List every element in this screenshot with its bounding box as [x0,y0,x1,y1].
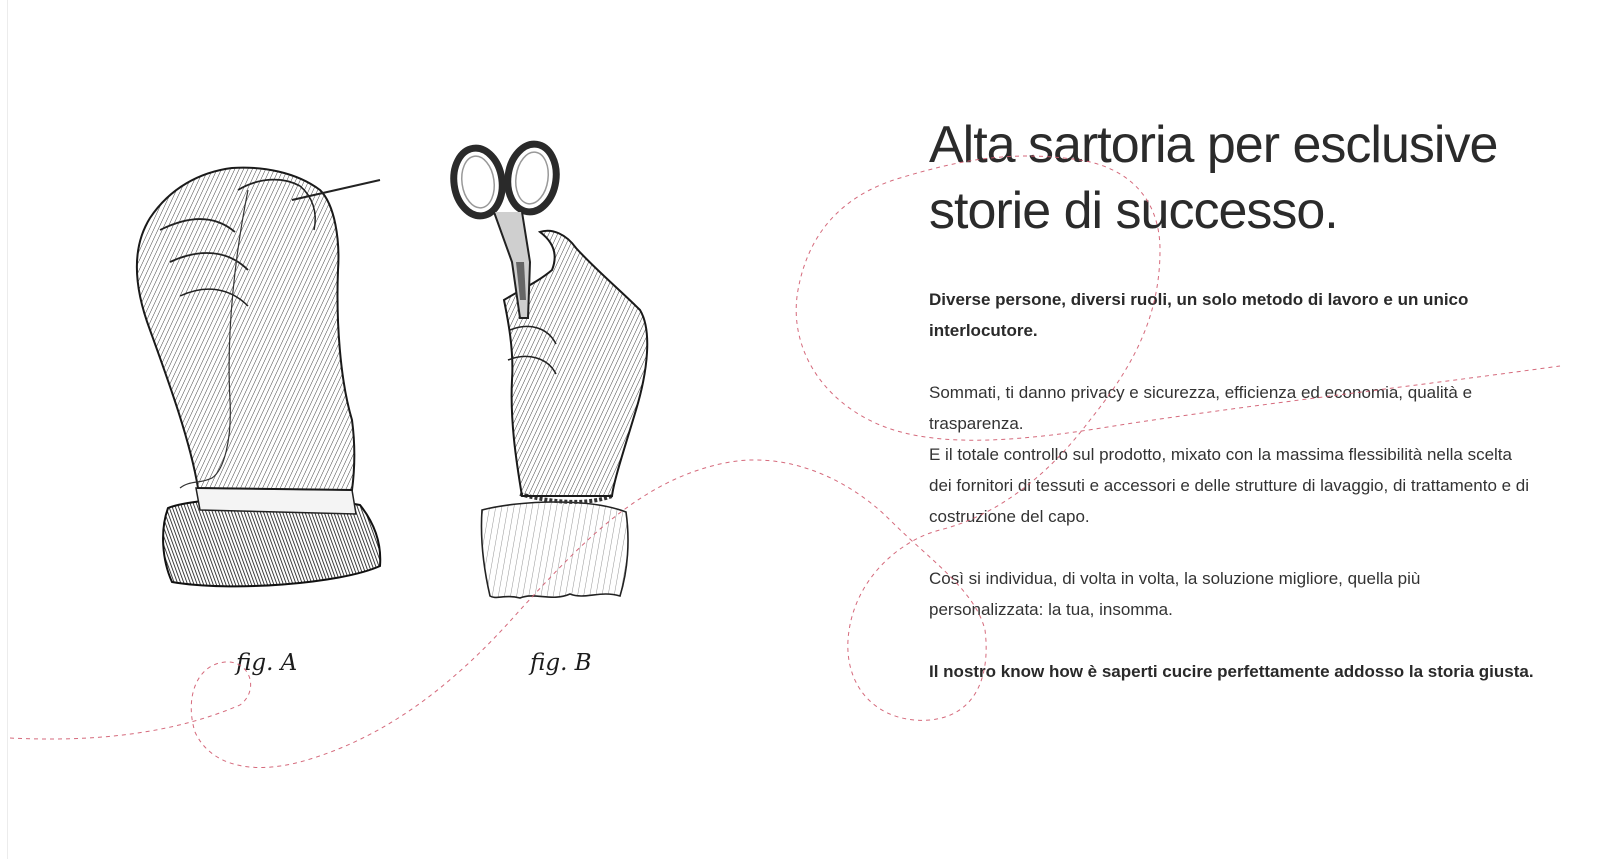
page-title [929,112,1529,244]
fig-b-caption: fig. B [530,650,592,676]
page-title-line-2: storie di successo. [929,182,1338,240]
content-column [929,112,1539,687]
intro-paragraph: Diverse persone, diversi ruoli, un solo metodo di lavoro e un unico interlocutore. [929,290,1469,340]
benefits-paragraph [929,377,1539,532]
solution-paragraph: Così si individua, di volta in volta, la soluzione migliore, quella più personalizzata: la tua, insomma. [929,569,1421,619]
page-title-line-1: Alta sartoria per esclusive [929,116,1498,174]
benefits-line-2: E il totale controllo sul prodotto, mixato con la massima flessibilità nella scelta dei fornitori di tessuti e accessori e delle strutture di lavaggio, di trattamento e di costruzione del capo. [929,445,1530,526]
benefits-line-1: Sommati, ti danno privacy e sicurezza, efficienza ed economia, qualità e trasparenza. [929,383,1473,433]
closing-paragraph: Il nostro know how è saperti cucire perfettamente addosso la storia giusta. [929,662,1534,681]
fig-a-caption: fig. A [236,650,298,676]
